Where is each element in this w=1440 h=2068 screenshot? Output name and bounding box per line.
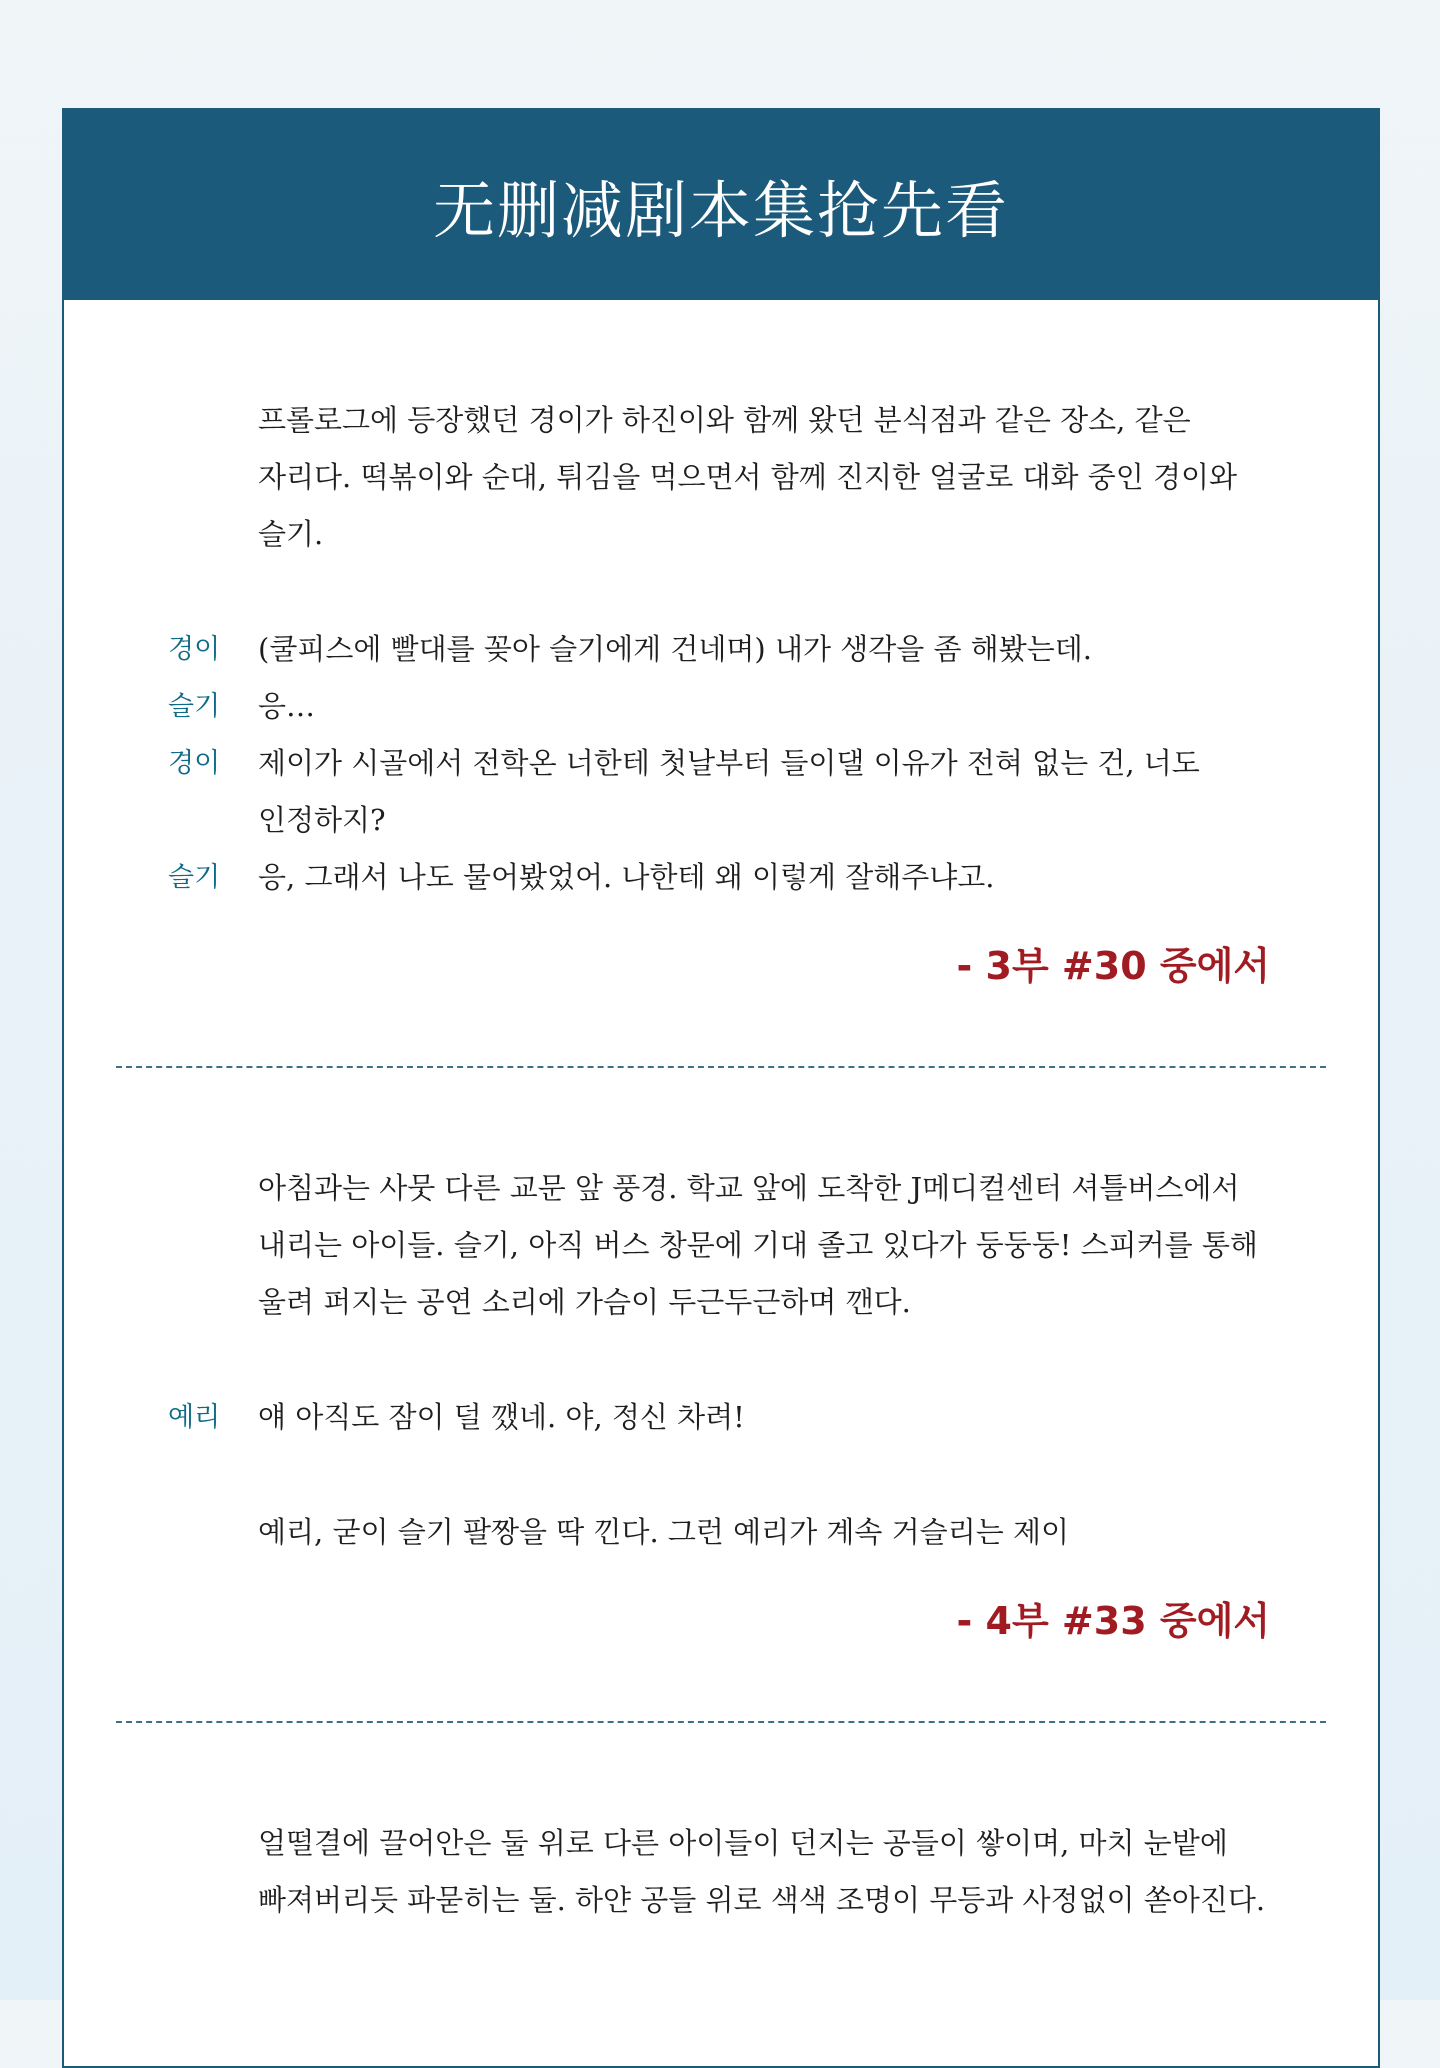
card-header — [64, 110, 1378, 300]
episode-source: - 4부 #33 중에서 — [956, 1599, 1270, 1643]
dialogue-text: 응, 그래서 나도 물어봤었어. 나한테 왜 이렇게 잘해주냐고. — [258, 860, 995, 894]
dialogue-line — [64, 621, 1378, 678]
speaker-name: 예리 — [168, 1402, 221, 1433]
scene-2 — [64, 1068, 1378, 1645]
speaker-name: 슬기 — [168, 862, 221, 893]
dialogue-line — [64, 735, 1378, 849]
script-preview-card — [62, 108, 1380, 2068]
scene-description: 아침과는 사뭇 다른 교문 앞 풍경. 학교 앞에 도착한 J메디컬센터 셔틀버스에서 내리는 아이들. 슬기, 아직 버스 창문에 기대 졸고 있다가 둥둥둥! 스피커를 통해 울려 퍼지는 공연 소리에 가슴이 두근두근하며 깬다. — [258, 1171, 1258, 1319]
speaker-name: 경이 — [168, 634, 221, 665]
dialogue-text: 얘 아직도 잠이 덜 깼네. 야, 정신 차려! — [258, 1400, 745, 1434]
speaker-name: 슬기 — [168, 691, 221, 722]
dialogue-line — [64, 678, 1378, 735]
scene-action: 예리, 굳이 슬기 팔짱을 딱 낀다. 그런 예리가 계속 거슬리는 제이 — [258, 1515, 1069, 1549]
scene-description: 얼떨결에 끌어안은 둘 위로 다른 아이들이 던지는 공들이 쌓이며, 마치 눈밭에 빠져버리듯 파묻히는 둘. 하얀 공들 위로 색색 조명이 무등과 사정없이 쏟아진다. — [258, 1826, 1266, 1917]
scene-description: 프롤로그에 등장했던 경이가 하진이와 함께 왔던 분식점과 같은 장소, 같은 자리다. 떡볶이와 순대, 튀김을 먹으면서 함께 진지한 얼굴로 대화 중인 경이와 슬기. — [258, 403, 1238, 551]
dialogue-line — [64, 849, 1378, 906]
scene-1 — [64, 300, 1378, 990]
page-title: 无删减剧本集抢先看 — [432, 173, 1009, 247]
scene-3 — [64, 1723, 1378, 1929]
dialogue-line — [64, 1389, 1378, 1446]
dialogue-text: (쿨피스에 빨대를 꽂아 슬기에게 건네며) 내가 생각을 좀 해봤는데. — [258, 632, 1092, 666]
speaker-name: 경이 — [168, 748, 221, 779]
dialogue-text: 응… — [258, 689, 316, 723]
dialogue-text: 제이가 시골에서 전학온 너한테 첫날부터 들이댈 이유가 전혀 없는 건, 너도 인정하지? — [258, 746, 1200, 837]
episode-source: - 3부 #30 중에서 — [956, 944, 1270, 988]
